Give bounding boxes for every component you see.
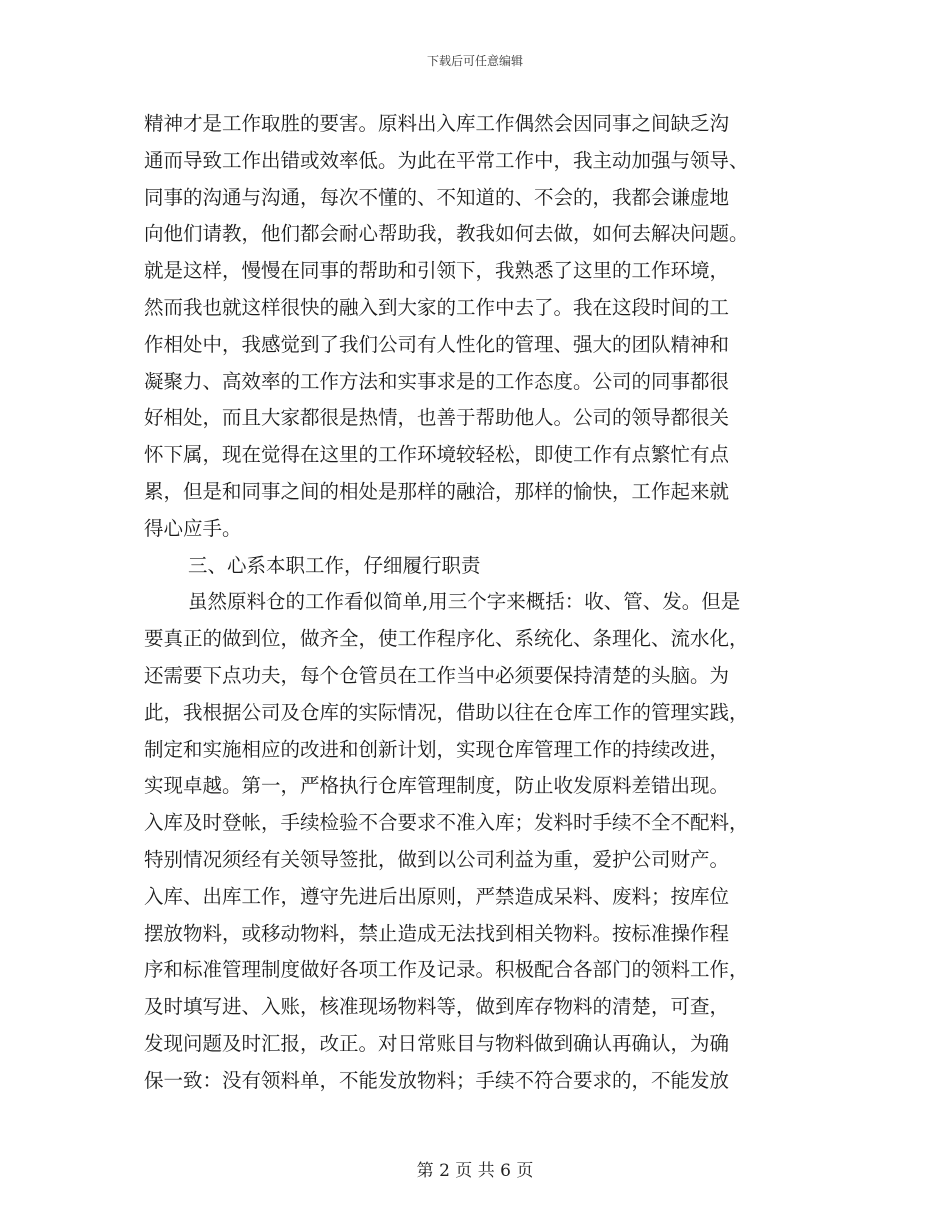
text-line: 保一致：没有领料单，不能发放物料；手续不符合要求的，不能发放: [144, 1068, 730, 1092]
page-number: 第 2 页 共 6 页: [416, 1161, 534, 1181]
text-line: 制定和实施相应的改进和创新计划，实现仓库管理工作的持续改进，: [144, 737, 730, 761]
text-line: 特别情况须经有关领导签批，做到以公司利益为重，爱护公司财产。: [144, 847, 730, 871]
text-line: 虽然原料仓的工作看似简单,用三个字来概括：收、管、发。但是: [188, 590, 741, 614]
text-line: 入库、出库工作，遵守先进后出原则，严禁造成呆料、废料；按库位: [144, 884, 730, 908]
text-line: 怀下属，现在觉得在这里的工作环境较轻松，即使工作有点繁忙有点: [144, 443, 730, 467]
section-heading: 三、心系本职工作，仔细履行职责: [188, 553, 481, 577]
text-line: 摆放物料，或移动物料，禁止造成无法找到相关物料。按标准操作程: [144, 921, 730, 945]
text-line: 发现问题及时汇报，改正。对日常账目与物料做到确认再确认，为确: [144, 1031, 730, 1055]
text-line: 通而导致工作出错或效率低。为此在平常工作中，我主动加强与领导、: [144, 148, 749, 172]
text-line: 还需要下点功夫，每个仓管员在工作当中必须要保持清楚的头脑。为: [144, 663, 730, 687]
text-line: 然而我也就这样很快的融入到大家的工作中去了。我在这段时间的工: [144, 295, 730, 319]
text-line: 就是这样，慢慢在同事的帮助和引领下，我熟悉了这里的工作环境，: [144, 259, 730, 283]
text-line: 同事的沟通与沟通，每次不懂的、不知道的、不会的，我都会谦虚地: [144, 185, 730, 209]
text-line: 要真正的做到位，做齐全，使工作程序化、系统化、条理化、流水化，: [144, 627, 749, 651]
text-line: 凝聚力、高效率的工作方法和实事求是的工作态度。公司的同事都很: [144, 369, 730, 393]
page-header: 下载后可任意编辑: [426, 54, 523, 68]
text-line: 精神才是工作取胜的要害。原料出入库工作偶然会因同事之间缺乏沟: [144, 112, 730, 135]
text-line: 得心应手。: [144, 516, 242, 540]
text-line: 此，我根据公司及仓库的实际情况，借助以往在仓库工作的管理实践，: [144, 700, 749, 724]
text-line: 作相处中，我感觉到了我们公司有人性化的管理、强大的团队精神和: [144, 332, 730, 356]
text-line: 序和标准管理制度做好各项工作及记录。积极配合各部门的领料工作，: [144, 958, 749, 982]
text-line: 向他们请教，他们都会耐心帮助我，教我如何去做，如何去解决问题。: [144, 222, 749, 246]
document-body: [144, 106, 814, 1100]
text-line: 实现卓越。第一，严格执行仓库管理制度，防止收发原料差错出现。: [144, 774, 730, 798]
text-line: 累，但是和同事之间的相处是那样的融洽，那样的愉快，工作起来就: [144, 479, 730, 503]
text-line: 入库及时登帐，手续检验不合要求不准入库；发料时手续不全不配料，: [144, 811, 749, 835]
text-line: 及时填写进、入账，核准现场物料等，做到库存物料的清楚，可查，: [144, 995, 730, 1019]
text-line: 好相处，而且大家都很是热情，也善于帮助他人。公司的领导都很关: [144, 406, 730, 430]
